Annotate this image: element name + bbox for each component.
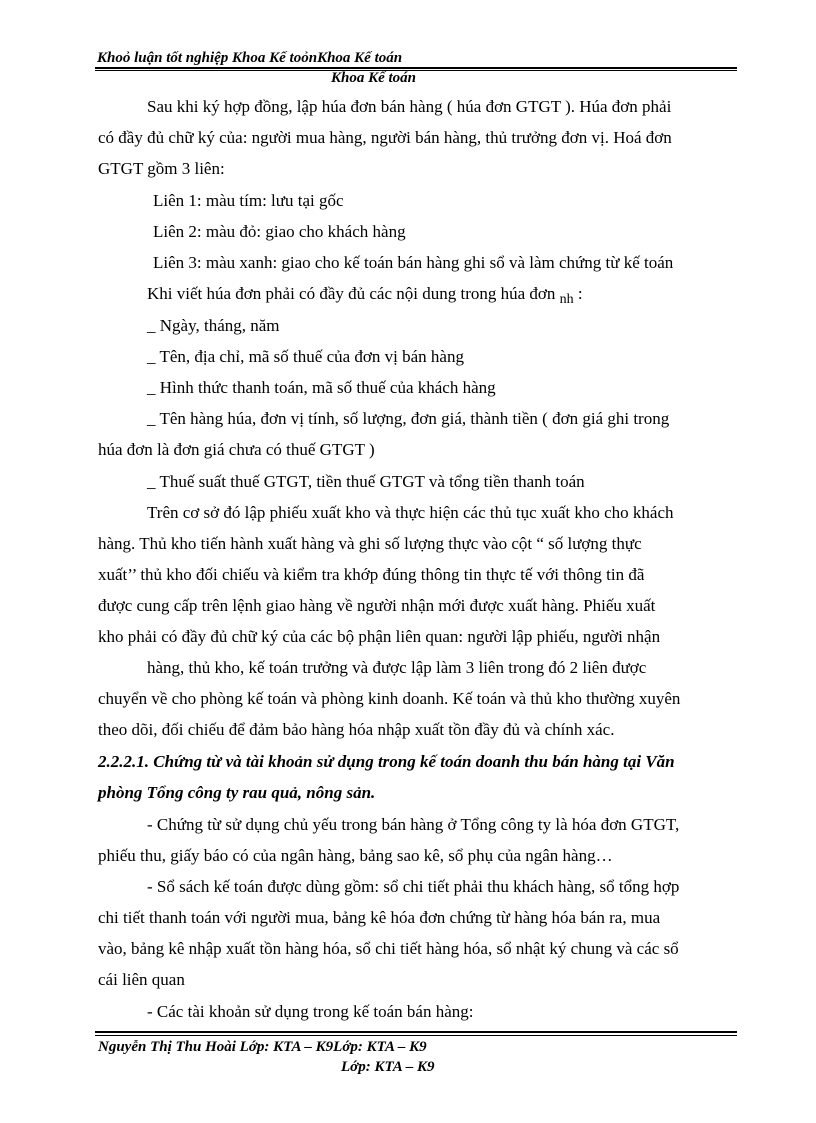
paragraph-text: :	[573, 284, 583, 303]
paragraph-line: Sau khi ký hợp đồng, lập húa đơn bán hàng ( húa đơn GTGT ). Húa đơn phải	[147, 97, 672, 116]
subscript-text: nh	[559, 292, 574, 307]
bullet-item: _ Tên hàng húa, đơn vị tính, số lượng, đơn giá, thành tiền ( đơn giá ghi trong	[147, 409, 670, 428]
paragraph-line: phiếu thu, giấy báo có của ngân hàng, bảng sao kê, sổ phụ của ngân hàng…	[98, 846, 613, 865]
section-heading: 2.2.2.1. Chứng từ và tài khoản sử dụng trong kế toán doanh thu bán hàng tại Văn	[98, 752, 675, 771]
paragraph-line: được cung cấp trên lệnh giao hàng về người nhận mới được xuất hàng. Phiếu xuất	[98, 596, 656, 615]
header-title: Khoỏ luận tốt nghiệp Khoa Kế toỏnKhoa Kế toán	[97, 50, 403, 66]
footer-rule-thick	[95, 1031, 737, 1033]
header-rule-thick	[95, 67, 737, 69]
header-subtitle: Khoa Kế toán	[331, 70, 417, 86]
paragraph-line: Trên cơ sở đó lập phiếu xuất kho và thực hiện các thủ tục xuất kho cho khách	[147, 503, 674, 522]
paragraph-line: vào, bảng kê nhập xuất tồn hàng hóa, sổ chi tiết hàng hóa, sổ nhật ký chung và các sổ	[98, 939, 679, 958]
paragraph-line: hàng, thủ kho, kế toán trưởng và được lập làm 3 liên trong đó 2 liên được	[147, 658, 647, 677]
paragraph-line: xuất’’ thủ kho đối chiếu và kiểm tra khớp đúng thông tin thực tế với thông tin đã	[98, 565, 645, 584]
lien-item: Liên 3: màu xanh: giao cho kế toán bán hàng ghi sổ và làm chứng từ kế toán	[153, 253, 674, 272]
paragraph-line: - Các tài khoản sử dụng trong kế toán bán hàng:	[147, 1002, 474, 1021]
paragraph-line: có đầy đủ chữ ký của: người mua hàng, người bán hàng, thủ trưởng đơn vị. Hoá đơn	[98, 128, 672, 147]
section-heading: phòng Tổng công ty rau quả, nông sản.	[98, 783, 376, 802]
paragraph-line: kho phải có đầy đủ chữ ký của các bộ phận liên quan: người lập phiếu, người nhận	[98, 627, 661, 646]
paragraph-line: theo dõi, đối chiếu để đảm bảo hàng hóa nhập xuất tồn đầy đủ và chính xác.	[98, 720, 615, 739]
bullet-item: _ Tên, địa chỉ, mã số thuế của đơn vị bán hàng	[147, 347, 464, 366]
paragraph-line: GTGT gồm 3 liên:	[98, 159, 225, 178]
lien-item: Liên 1: màu tím: lưu tại gốc	[153, 191, 344, 210]
paragraph-line: hàng. Thủ kho tiến hành xuất hàng và ghi số lượng thực vào cột “ số lượng thực	[98, 534, 642, 553]
bullet-item-continuation: húa đơn là đơn giá chưa có thuế GTGT )	[98, 440, 375, 459]
paragraph-line	[147, 284, 583, 306]
bullet-item: _ Thuế suất thuế GTGT, tiền thuế GTGT và tổng tiền thanh toán	[147, 472, 585, 491]
paragraph-line: - Sổ sách kế toán được dùng gồm: sổ chi tiết phải thu khách hàng, sổ tổng hợp	[147, 877, 680, 896]
paragraph-line: - Chứng từ sử dụng chủ yếu trong bán hàng ở Tổng công ty là hóa đơn GTGT,	[147, 815, 680, 834]
bullet-item: _ Ngày, tháng, năm	[147, 316, 280, 335]
paragraph-line: chuyển về cho phòng kế toán và phòng kinh doanh. Kế toán và thủ kho thường xuyên	[98, 689, 681, 708]
lien-item: Liên 2: màu đỏ: giao cho khách hàng	[153, 222, 406, 241]
paragraph-line: cái liên quan	[98, 970, 185, 989]
footer-class: Lớp: KTA – K9	[341, 1059, 435, 1075]
footer-rule-thin	[95, 1035, 737, 1036]
paragraph-text: Khi viết húa đơn phải có đầy đủ các nội dung trong húa đơn	[147, 284, 560, 303]
footer-author: Nguyễn Thị Thu Hoài Lớp: KTA – K9Lớp: KTA – K9	[98, 1039, 427, 1055]
paragraph-line: chi tiết thanh toán với người mua, bảng kê hóa đơn chứng từ hàng hóa bán ra, mua	[98, 908, 661, 927]
bullet-item: _ Hình thức thanh toán, mã số thuế của khách hàng	[147, 378, 496, 397]
